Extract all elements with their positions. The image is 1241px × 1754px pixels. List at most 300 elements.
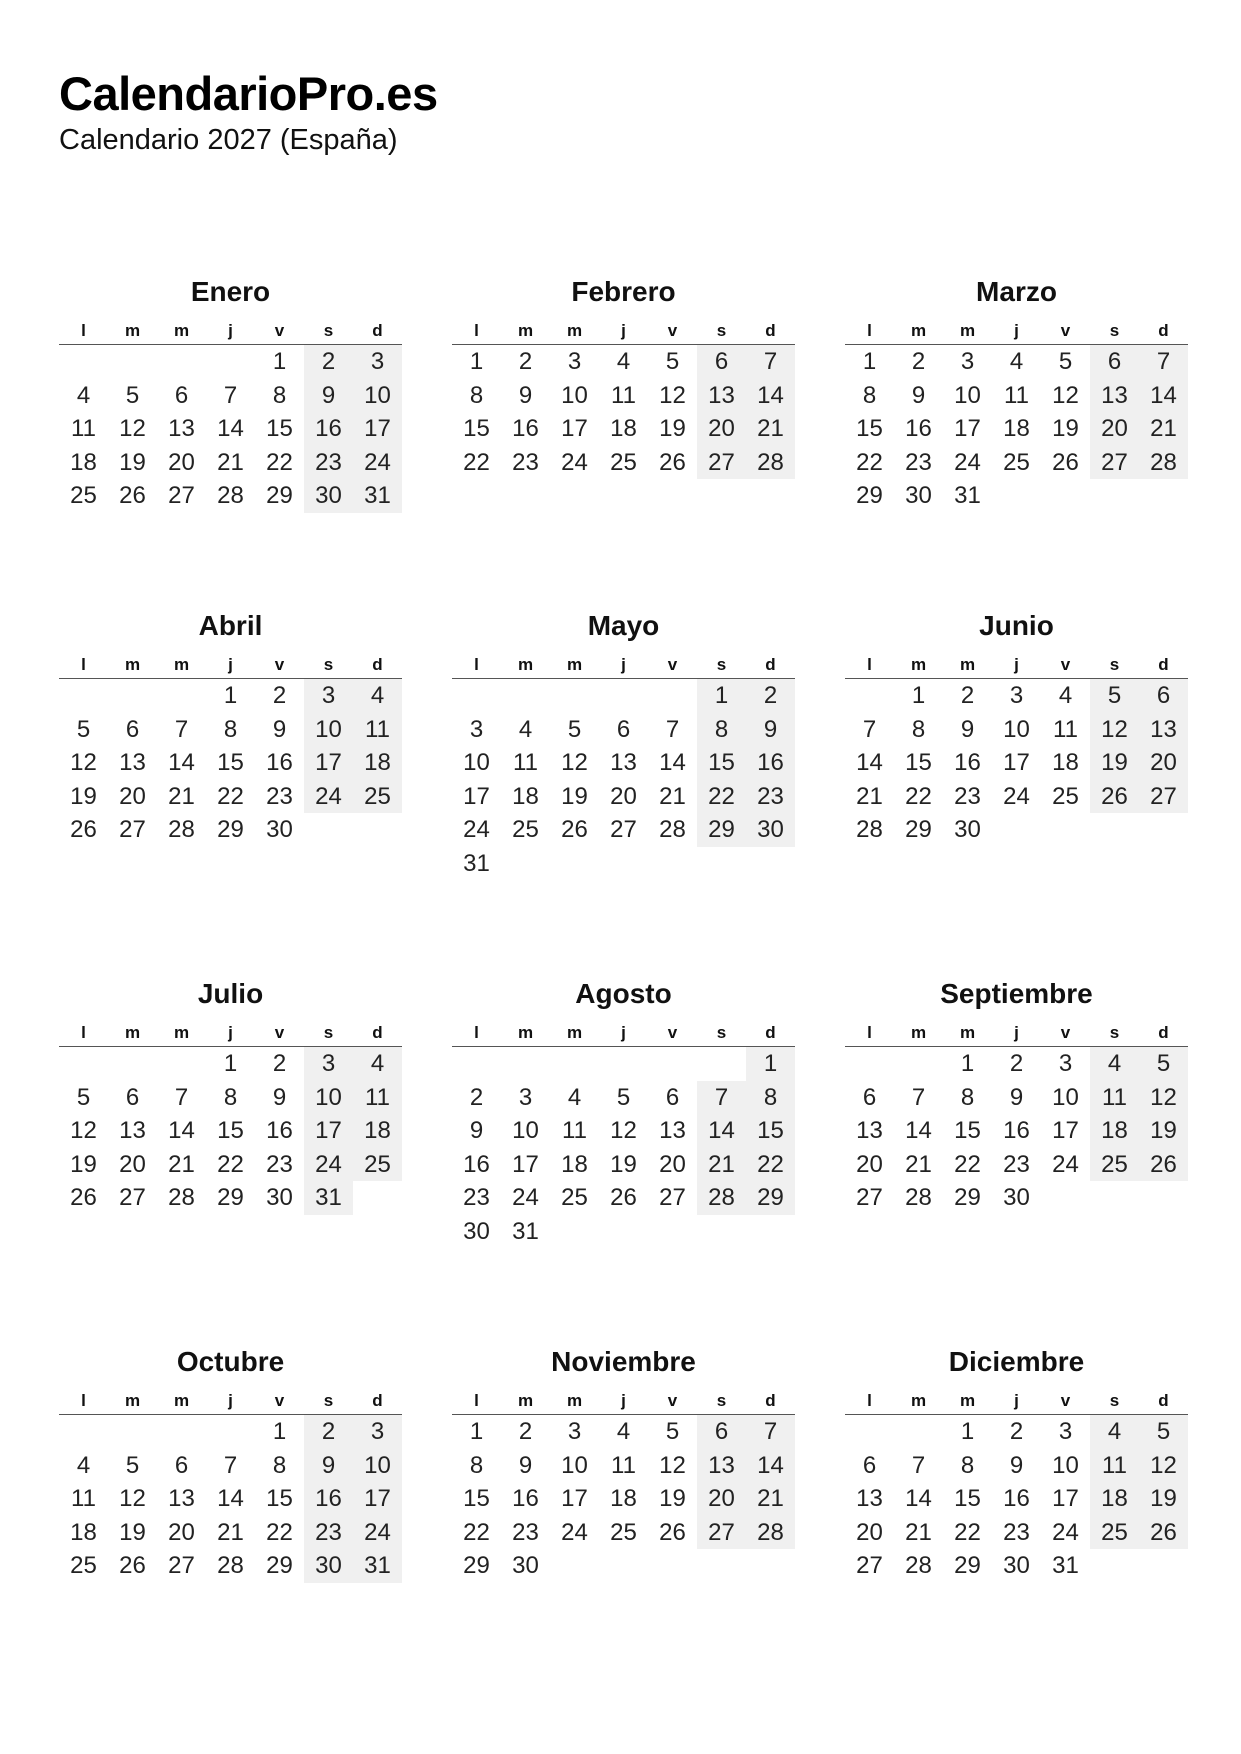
weekday-label: v [1060, 655, 1071, 674]
weekday-label: l [867, 655, 872, 674]
day-cell: 7 [174, 715, 189, 743]
day-cell: 31 [463, 849, 490, 877]
weekend-day-cell: 6 [1139, 679, 1188, 713]
day-cell: 19 [659, 415, 686, 442]
day-cell: 3 [469, 715, 484, 743]
day-cell: 15 [217, 749, 244, 776]
day-cell: 3 [1058, 1418, 1073, 1445]
day-cell: 23 [463, 1184, 490, 1211]
month-name: Abril [198, 610, 263, 641]
day-cell: 30 [266, 816, 293, 843]
day-cell: 26 [70, 1184, 97, 1211]
month-name: Noviembre [551, 1346, 696, 1377]
weekend-day-cell: 3 [304, 679, 353, 713]
weekday-label: m [959, 655, 976, 674]
day-cell: 26 [119, 1552, 146, 1579]
day-cell: 26 [659, 1518, 686, 1546]
day-cell: 21 [905, 1518, 932, 1546]
day-cell: 4 [76, 381, 91, 409]
weekend-day-cell: 30 [304, 479, 353, 513]
day-cell: 18 [1003, 415, 1030, 442]
day-cell: 19 [70, 1150, 97, 1178]
weekday-label: j [1014, 1391, 1019, 1410]
weekend-day-cell: 15 [746, 1114, 795, 1148]
day-cell: 21 [168, 1150, 195, 1178]
day-cell: 11 [562, 1117, 587, 1144]
weekend-day-cell: 6 [697, 345, 746, 379]
day-cell: 4 [518, 715, 533, 743]
day-cell: 18 [70, 448, 97, 476]
day-cell: 15 [856, 415, 883, 442]
day-cell: 25 [70, 482, 97, 509]
day-cell: 11 [1053, 715, 1078, 743]
day-cell: 13 [856, 1117, 883, 1144]
day-cell: 13 [610, 749, 637, 776]
weekend-day-cell: 23 [304, 446, 353, 480]
day-cell: 8 [272, 381, 287, 409]
weekend-day-cell: 11 [1090, 1081, 1139, 1115]
day-cell: 29 [217, 1184, 244, 1211]
day-cell: 5 [76, 1083, 91, 1111]
weekday-label: d [1158, 1391, 1169, 1410]
day-grid [452, 345, 795, 479]
month-name: Diciembre [948, 1346, 1085, 1377]
day-cell: 1 [272, 348, 287, 375]
day-cell: 27 [168, 482, 195, 509]
empty-day-cell [550, 1047, 599, 1081]
day-cell: 19 [561, 782, 588, 810]
day-cell: 16 [512, 1485, 539, 1512]
empty-day-cell [452, 679, 501, 713]
day-cell: 1 [960, 1050, 975, 1077]
weekday-label: v [1060, 1023, 1071, 1042]
day-cell: 18 [561, 1150, 588, 1178]
weekend-day-cell: 6 [1090, 345, 1139, 379]
day-cell: 5 [665, 1418, 680, 1445]
month-abril [59, 608, 402, 847]
day-cell: 6 [862, 1083, 877, 1111]
day-cell: 10 [463, 749, 490, 776]
day-cell: 8 [960, 1083, 975, 1111]
day-cell: 28 [217, 1552, 244, 1579]
weekday-label: m [959, 1391, 976, 1410]
empty-day-cell [108, 345, 157, 379]
day-cell: 25 [1052, 782, 1079, 810]
weekend-day-cell: 13 [697, 1449, 746, 1483]
weekday-label: s [323, 1391, 334, 1410]
day-cell: 26 [119, 482, 146, 509]
day-cell: 7 [665, 715, 680, 743]
weekend-day-cell: 25 [1090, 1148, 1139, 1182]
weekend-day-cell: 12 [1139, 1449, 1188, 1483]
weekday-label: d [372, 1023, 383, 1042]
day-cell: 24 [512, 1184, 539, 1211]
day-cell: 14 [905, 1117, 932, 1144]
day-cell: 28 [659, 816, 686, 843]
day-cell: 29 [266, 1552, 293, 1579]
calendar-subtitle: Calendario 2027 (España) [59, 124, 398, 156]
empty-day-cell [206, 345, 255, 379]
weekend-day-cell: 16 [304, 412, 353, 446]
day-cell: 3 [1009, 682, 1024, 709]
day-cell: 7 [911, 1083, 926, 1111]
weekday-label: m [173, 1023, 190, 1042]
weekday-label: s [323, 321, 334, 340]
day-cell: 3 [518, 1083, 533, 1111]
day-cell: 12 [70, 1117, 97, 1144]
month-name: Marzo [976, 276, 1057, 307]
day-cell: 23 [1003, 1518, 1030, 1546]
day-cell: 17 [561, 1485, 588, 1512]
day-cell: 15 [954, 1485, 981, 1512]
day-cell: 2 [1009, 1418, 1024, 1445]
weekend-day-cell: 21 [1139, 412, 1188, 446]
day-grid [845, 1415, 1188, 1583]
weekend-day-cell: 7 [697, 1081, 746, 1115]
weekday-label: v [1060, 1391, 1071, 1410]
day-cell: 12 [119, 1485, 146, 1512]
day-grid [452, 1415, 795, 1583]
weekday-label: l [867, 1391, 872, 1410]
empty-day-cell [59, 1415, 108, 1449]
day-cell: 28 [217, 482, 244, 509]
weekday-header-row [452, 1386, 795, 1415]
weekday-label: m [910, 321, 927, 340]
weekend-day-cell: 14 [1139, 379, 1188, 413]
month-mayo [452, 608, 795, 880]
weekend-day-cell: 21 [746, 1482, 795, 1516]
day-cell: 10 [1052, 1083, 1079, 1111]
weekend-day-cell: 5 [1090, 679, 1139, 713]
weekday-header-row [845, 1386, 1188, 1415]
weekday-label: l [474, 1391, 479, 1410]
weekend-day-cell: 12 [1090, 713, 1139, 747]
weekend-day-cell: 4 [353, 679, 402, 713]
empty-day-cell [59, 679, 108, 713]
month-julio [59, 976, 402, 1215]
month-octubre [59, 1344, 402, 1583]
weekday-header-row [845, 650, 1188, 679]
weekend-day-cell: 11 [1090, 1449, 1139, 1483]
day-cell: 10 [954, 381, 981, 409]
weekend-day-cell: 13 [1139, 713, 1188, 747]
weekend-day-cell: 31 [353, 479, 402, 513]
weekday-header-row [59, 316, 402, 345]
weekend-day-cell: 22 [697, 780, 746, 814]
day-cell: 11 [611, 381, 636, 409]
day-cell: 16 [905, 415, 932, 442]
empty-day-cell [845, 1047, 894, 1081]
weekday-label: m [910, 1391, 927, 1410]
day-cell: 3 [567, 348, 582, 375]
day-cell: 6 [665, 1083, 680, 1111]
weekend-day-cell: 31 [304, 1181, 353, 1215]
day-cell: 12 [659, 381, 686, 409]
day-cell: 1 [223, 1050, 238, 1077]
weekend-day-cell: 1 [746, 1047, 795, 1081]
day-cell: 24 [1052, 1518, 1079, 1546]
day-cell: 30 [266, 1184, 293, 1211]
day-cell: 26 [561, 816, 588, 843]
month-noviembre [452, 1344, 795, 1583]
weekend-day-cell: 20 [1139, 746, 1188, 780]
day-cell: 14 [217, 1485, 244, 1512]
month-septiembre [845, 976, 1188, 1215]
weekday-label: d [765, 1023, 776, 1042]
day-cell: 16 [266, 749, 293, 776]
weekday-label: d [1158, 321, 1169, 340]
weekend-day-cell: 10 [353, 379, 402, 413]
day-cell: 22 [463, 1518, 490, 1546]
day-cell: 4 [616, 1418, 631, 1445]
day-cell: 8 [911, 715, 926, 743]
day-cell: 8 [223, 715, 238, 743]
day-cell: 1 [223, 682, 238, 709]
weekday-label: l [81, 1391, 86, 1410]
weekday-header-row [59, 1018, 402, 1047]
day-grid [59, 1415, 402, 1583]
day-cell: 7 [862, 715, 877, 743]
day-cell: 20 [659, 1150, 686, 1178]
weekend-day-cell: 4 [1090, 1415, 1139, 1449]
day-cell: 15 [954, 1117, 981, 1144]
day-cell: 19 [70, 782, 97, 810]
day-cell: 2 [272, 682, 287, 709]
empty-day-cell [59, 1047, 108, 1081]
day-cell: 25 [610, 1518, 637, 1546]
weekend-day-cell: 13 [697, 379, 746, 413]
weekday-label: j [621, 1391, 626, 1410]
day-cell: 23 [1003, 1150, 1030, 1178]
weekend-day-cell: 23 [304, 1516, 353, 1550]
day-cell: 2 [469, 1083, 484, 1111]
day-cell: 20 [168, 448, 195, 476]
day-cell: 9 [911, 381, 926, 409]
weekend-day-cell: 24 [353, 1516, 402, 1550]
weekend-day-cell: 16 [746, 746, 795, 780]
weekend-day-cell: 17 [353, 412, 402, 446]
weekday-label: j [621, 1023, 626, 1042]
day-cell: 3 [567, 1418, 582, 1445]
weekday-label: j [228, 1391, 233, 1410]
weekend-day-cell: 25 [353, 1148, 402, 1182]
day-grid [59, 345, 402, 513]
day-cell: 20 [168, 1518, 195, 1546]
day-cell: 31 [954, 482, 981, 509]
day-cell: 8 [272, 1451, 287, 1479]
day-cell: 27 [119, 816, 146, 843]
weekend-day-cell: 26 [1090, 780, 1139, 814]
day-cell: 25 [610, 448, 637, 476]
day-cell: 17 [954, 415, 981, 442]
day-cell: 4 [616, 348, 631, 375]
empty-day-cell [108, 1047, 157, 1081]
weekday-label: j [1014, 655, 1019, 674]
weekend-day-cell: 28 [697, 1181, 746, 1215]
day-cell: 20 [119, 1150, 146, 1178]
day-cell: 26 [1052, 448, 1079, 476]
day-grid [452, 679, 795, 880]
day-grid [452, 1047, 795, 1248]
weekend-day-cell: 15 [697, 746, 746, 780]
empty-day-cell [894, 1047, 943, 1081]
day-cell: 28 [168, 1184, 195, 1211]
weekend-day-cell: 6 [697, 1415, 746, 1449]
day-cell: 22 [856, 448, 883, 476]
weekend-day-cell: 30 [746, 813, 795, 847]
day-cell: 16 [266, 1117, 293, 1144]
weekend-day-cell: 25 [353, 780, 402, 814]
day-cell: 12 [1052, 381, 1079, 409]
weekday-label: m [566, 321, 583, 340]
weekday-header-row [59, 650, 402, 679]
empty-day-cell [157, 1415, 206, 1449]
weekend-day-cell: 9 [304, 1449, 353, 1483]
day-cell: 15 [463, 1485, 490, 1512]
weekend-day-cell: 4 [1090, 1047, 1139, 1081]
day-cell: 27 [610, 816, 637, 843]
month-agosto [452, 976, 795, 1248]
month-name: Junio [979, 610, 1054, 641]
day-cell: 26 [70, 816, 97, 843]
day-cell: 17 [561, 415, 588, 442]
empty-day-cell [59, 345, 108, 379]
weekday-label: m [517, 1391, 534, 1410]
day-cell: 11 [513, 749, 538, 776]
weekend-day-cell: 31 [353, 1549, 402, 1583]
weekend-day-cell: 2 [304, 345, 353, 379]
weekday-label: s [1109, 1391, 1120, 1410]
day-cell: 2 [960, 682, 975, 709]
empty-day-cell [157, 679, 206, 713]
weekday-label: m [517, 1023, 534, 1042]
empty-day-cell [894, 1415, 943, 1449]
weekend-day-cell: 28 [1139, 446, 1188, 480]
weekend-day-cell: 8 [746, 1081, 795, 1115]
day-cell: 23 [905, 448, 932, 476]
weekend-day-cell: 10 [304, 1081, 353, 1115]
day-cell: 10 [1003, 715, 1030, 743]
weekday-label: m [173, 655, 190, 674]
weekday-label: s [1109, 1023, 1120, 1042]
weekday-label: v [274, 321, 285, 340]
day-cell: 30 [905, 482, 932, 509]
weekday-label: v [667, 655, 678, 674]
day-cell: 8 [960, 1451, 975, 1479]
day-cell: 6 [174, 381, 189, 409]
day-cell: 15 [266, 415, 293, 442]
month-enero [59, 274, 402, 513]
day-cell: 29 [954, 1184, 981, 1211]
weekday-label: m [566, 1023, 583, 1042]
weekday-label: j [228, 321, 233, 340]
day-cell: 21 [217, 448, 244, 476]
day-cell: 11 [71, 415, 96, 442]
weekend-day-cell: 18 [353, 746, 402, 780]
weekday-label: s [323, 655, 334, 674]
weekend-day-cell: 21 [746, 412, 795, 446]
day-cell: 12 [119, 415, 146, 442]
empty-day-cell [845, 1415, 894, 1449]
day-cell: 28 [168, 816, 195, 843]
weekend-day-cell: 11 [353, 713, 402, 747]
weekday-label: j [1014, 321, 1019, 340]
day-cell: 24 [463, 816, 490, 843]
weekend-day-cell: 1 [697, 679, 746, 713]
day-cell: 22 [266, 1518, 293, 1546]
weekend-day-cell: 14 [746, 1449, 795, 1483]
weekday-label: s [716, 1023, 727, 1042]
day-cell: 30 [954, 816, 981, 843]
day-cell: 27 [119, 1184, 146, 1211]
day-cell: 10 [561, 1451, 588, 1479]
day-cell: 2 [518, 1418, 533, 1445]
weekday-label: m [566, 1391, 583, 1410]
day-cell: 27 [856, 1184, 883, 1211]
day-cell: 5 [616, 1083, 631, 1111]
weekend-day-cell: 25 [1090, 1516, 1139, 1550]
weekday-label: m [124, 655, 141, 674]
day-cell: 19 [1052, 415, 1079, 442]
day-cell: 26 [659, 448, 686, 476]
empty-day-cell [108, 1415, 157, 1449]
day-cell: 15 [266, 1485, 293, 1512]
weekday-label: m [173, 321, 190, 340]
day-cell: 2 [911, 348, 926, 375]
day-cell: 13 [119, 1117, 146, 1144]
day-grid [845, 679, 1188, 847]
day-cell: 6 [125, 1083, 140, 1111]
month-junio [845, 608, 1188, 847]
weekday-label: v [274, 1391, 285, 1410]
day-cell: 16 [512, 415, 539, 442]
weekend-day-cell: 27 [1090, 446, 1139, 480]
day-cell: 11 [1004, 381, 1029, 409]
weekday-header-row [452, 1018, 795, 1047]
day-cell: 1 [469, 1418, 484, 1445]
weekday-label: l [474, 655, 479, 674]
weekday-label: d [765, 321, 776, 340]
month-marzo [845, 274, 1188, 513]
day-cell: 8 [469, 1451, 484, 1479]
day-cell: 14 [659, 749, 686, 776]
weekday-label: j [621, 321, 626, 340]
day-grid [59, 679, 402, 847]
weekend-day-cell: 17 [353, 1482, 402, 1516]
day-cell: 25 [512, 816, 539, 843]
day-cell: 7 [911, 1451, 926, 1479]
weekday-header-row [59, 1386, 402, 1415]
day-cell: 7 [223, 381, 238, 409]
weekday-label: l [867, 321, 872, 340]
day-cell: 6 [862, 1451, 877, 1479]
weekday-label: s [716, 655, 727, 674]
day-cell: 19 [119, 1518, 146, 1546]
empty-day-cell [501, 679, 550, 713]
weekend-day-cell: 29 [697, 813, 746, 847]
day-grid [845, 1047, 1188, 1215]
weekday-label: d [765, 1391, 776, 1410]
weekend-day-cell: 7 [746, 1415, 795, 1449]
weekend-day-cell: 30 [304, 1549, 353, 1583]
weekend-day-cell: 28 [746, 1516, 795, 1550]
day-cell: 3 [1058, 1050, 1073, 1077]
weekday-label: s [716, 321, 727, 340]
day-cell: 29 [856, 482, 883, 509]
day-cell: 6 [125, 715, 140, 743]
day-cell: 2 [1009, 1050, 1024, 1077]
weekday-label: j [1014, 1023, 1019, 1042]
